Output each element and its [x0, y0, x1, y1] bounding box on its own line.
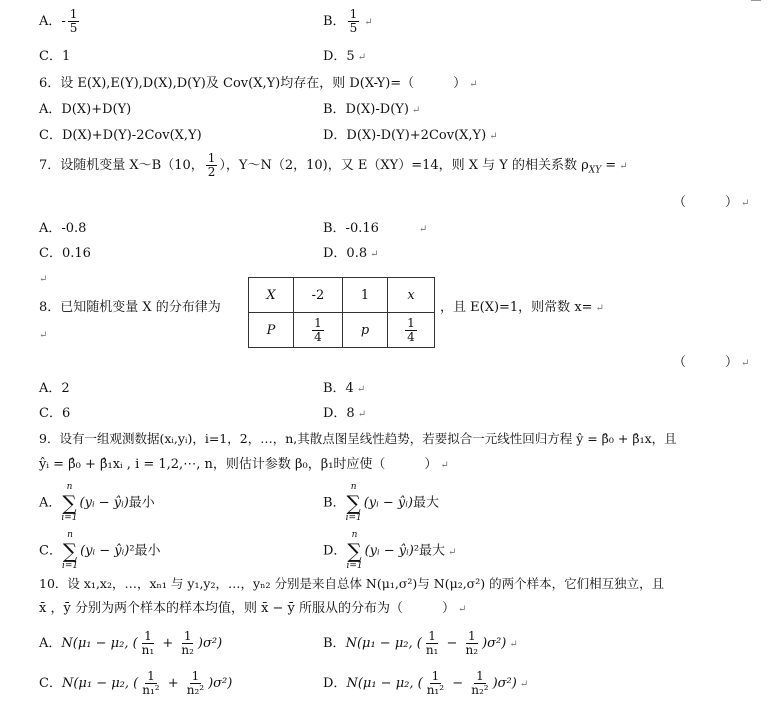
q8-option-a: A．2	[39, 381, 70, 396]
sum-symbol: n ∑ i=1	[61, 482, 78, 523]
table-cell: -2	[294, 278, 343, 313]
q8-option-b: B．4 ↵	[323, 381, 366, 396]
q8-distribution-table	[248, 277, 435, 348]
q10-stem-line2: x̄ ，ȳ 分别为两个样本的样本均值，则 x̄ − ȳ 所服从的分布为（ ） ↵	[39, 601, 467, 616]
q6-option-d: D．D(X)-D(Y)+2Cov(X,Y) ↵	[323, 128, 498, 143]
paragraph-mark: ↵	[39, 274, 48, 285]
q9-option-b: B． n ∑ i=1 (yᵢ − ŷᵢ)最大	[323, 482, 439, 523]
table-cell: x	[388, 278, 435, 313]
q8-option-c: C．6	[39, 406, 71, 421]
sum-symbol: n ∑ i=1	[345, 482, 362, 523]
fraction: $\frac{1}{4}$	[314, 315, 322, 344]
q9-option-a: A． n ∑ i=1 (yᵢ − ŷᵢ)最小	[39, 482, 155, 523]
fraction: $\frac{1}{4}$	[407, 315, 415, 344]
table-row	[249, 313, 435, 348]
q5-option-a: A．- $\frac{1}{5}$	[39, 7, 78, 35]
fraction: $\frac{1}{5}$	[69, 7, 78, 35]
table-cell	[388, 313, 435, 348]
fraction: $\frac{1}{\text{n₁}}$	[425, 629, 439, 657]
q10-stem-line1: 10．设 x₁,x₂，…，xₙ₁ 与 y₁,y₂，…，yₙ₂ 分别是来自总体 N(μ₁,σ²)与 N(μ₂,σ²) 的两个样本，它们相互独立，且	[39, 576, 665, 591]
q10-option-c: C．N(μ₁ − μ₂, ( $\frac{1}{\text{n₁²}}$ + $\frac{1}{\text{n₂²}}$ )σ²)	[39, 669, 233, 697]
fraction: $\frac{1}{\text{n₂}}$	[465, 629, 479, 657]
q8-option-d: D．8 ↵	[323, 406, 367, 421]
q5-option-c: C．1	[39, 49, 71, 64]
fraction: $\frac{1}{\text{n₂²}}$	[186, 669, 205, 697]
table-cell: 1	[343, 278, 388, 313]
q6-option-b: B．D(X)-D(Y) ↵	[323, 102, 421, 117]
q7-option-d: D．0.8 ↵	[323, 246, 379, 261]
fraction: $\frac{1}{5}$	[349, 7, 358, 35]
fraction: $\frac{1}{2}$	[207, 151, 216, 179]
q7-answer-paren: （ ） ↵	[673, 195, 750, 210]
q10-option-a: A．N(μ₁ − μ₂, ( $\frac{1}{\text{n₁}}$ + $\frac{1}{\text{n₂}}$ )σ²)	[39, 629, 223, 657]
q6-stem: 6．设 E(X),E(Y),D(X),D(Y)及 Cov(X,Y)均存在，则 D(X-Y)=（ ） ↵	[39, 76, 478, 91]
q7-option-b: B．-0.16 ↵	[323, 221, 428, 236]
sum-symbol: n ∑ i=1	[61, 530, 79, 571]
q5-option-d: D．5 ↵	[323, 49, 367, 64]
fraction: $\frac{1}{\text{n₁}}$	[141, 629, 155, 657]
table-cell: X	[249, 278, 294, 313]
table-row	[249, 278, 435, 313]
fraction: $\frac{1}{\text{n₂²}}$	[471, 669, 489, 697]
q10-option-d: D．N(μ₁ − μ₂, ( $\frac{1}{\text{n₁²}}$ − $\frac{1}{\text{n₂²}}$ )σ²) ↵	[323, 669, 529, 697]
fraction: $\frac{1}{\text{n₁²}}$	[142, 669, 160, 697]
q7-stem: 7．设随机变量 X～B（10， $\frac{1}{2}$ ），Y～N（2，10)，又 E（XY）=14，则 X 与 Y 的相关系数 $\rho_{XY}$ = ↵	[39, 151, 628, 179]
q9-stem-line2: ŷᵢ = β̂₀ + β̂₁xᵢ , i = 1,2,⋯, n，则估计参数 β₀，β₁时应使（ ） ↵	[39, 457, 449, 472]
q7-option-a: A．-0.8	[39, 221, 87, 236]
table-cell: P	[249, 313, 294, 348]
q9-option-d: D． n ∑ i=1 (yᵢ − ŷᵢ)²最大 ↵	[323, 530, 457, 571]
q10-option-b: B．N(μ₁ − μ₂, ( $\frac{1}{\text{n₁}}$ − $\frac{1}{\text{n₂}}$ )σ²) ↵	[323, 629, 518, 657]
q9-option-c: C． n ∑ i=1 (yᵢ − ŷᵢ)²最小	[39, 530, 161, 571]
q8-stem-after: ，且 E(X)=1，则常数 x= ↵	[440, 300, 604, 315]
fraction: $\frac{1}{\text{n₁²}}$	[426, 669, 445, 697]
page-corner-mark	[751, 0, 761, 1]
q5-option-b: B． $\frac{1}{5}$ ↵	[323, 7, 373, 35]
table-cell	[294, 313, 343, 348]
fraction: $\frac{1}{\text{n₂}}$	[181, 629, 194, 657]
q7-option-c: C．0.16	[39, 246, 91, 261]
q9-stem-line1: 9．设有一组观测数据(xᵢ,yᵢ)，i=1，2，…，n,其散点图呈线性趋势，若要拟合一元线性回归方程 ŷ = β̂₀ + β̂₁x，且	[39, 431, 677, 446]
q8-answer-paren: （ ） ↵	[673, 355, 750, 370]
q6-option-c: C．D(X)+D(Y)-2Cov(X,Y)	[39, 128, 202, 143]
q6-option-a: A．D(X)+D(Y)	[39, 102, 132, 117]
table-cell: p	[343, 313, 388, 348]
q8-stem: 8．已知随机变量 X 的分布律为	[39, 300, 221, 315]
sum-symbol: n ∑ i=1	[346, 530, 363, 571]
paragraph-mark: ↵	[39, 330, 48, 341]
